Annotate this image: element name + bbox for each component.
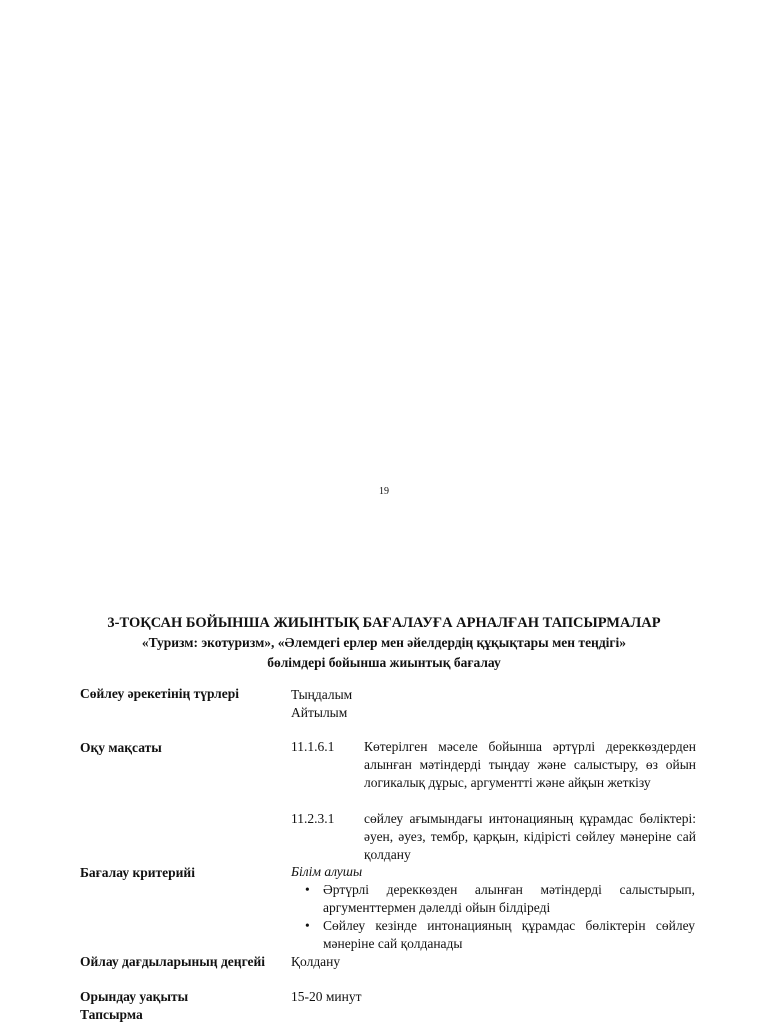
- speech-types-values: [291, 686, 701, 722]
- criteria-intro: Білім алушы: [291, 864, 363, 879]
- objective-text-1: Көтерілген мәселе бойынша әртүрлі дереккөздерден алынған мәтіндерді тыңдау және салыстыру, өз ойын логикалық дұрыс, аргументті және айқын жеткізу: [364, 739, 696, 790]
- speech-type-speaking: Айтылым: [291, 705, 348, 720]
- page-number: 19: [379, 486, 389, 497]
- task-label: Тапсырма: [80, 1007, 143, 1022]
- duration-label: Орындау уақыты: [80, 989, 189, 1004]
- criteria-item-text: Әртүрлі дереккөзден алынған мәтіндерді салыстырып, аргументтермен дәлелді ойын білдіреді: [323, 882, 695, 915]
- bullet-icon: •: [305, 882, 310, 897]
- criteria-label: Бағалау критерийі: [80, 865, 195, 880]
- criteria-list: [291, 881, 701, 953]
- objective-code-1: 11.1.6.1: [291, 739, 335, 754]
- bullet-icon: •: [305, 918, 310, 933]
- thinking-level-value: Қолдану: [291, 954, 341, 969]
- criteria-item: [291, 917, 695, 953]
- document-subtitle: «Туризм: экотуризм», «Әлемдегі ерлер мен әйелдердің құқықтары мен теңдігі» бөлімдері бойынша жиынтық бағалау: [141, 635, 627, 670]
- objectives-label: Оқу мақсаты: [80, 740, 162, 755]
- duration-value: 15-20 минут: [291, 989, 362, 1004]
- document-header: [60, 613, 708, 673]
- criteria-item-text: Сөйлеу кезінде интонацияның құрамдас бөліктерін сөйлеу мәнеріне сай қолданады: [323, 918, 695, 951]
- objective-text-2: сөйлеу ағымындағы интонацияның құрамдас бөліктері: әуен, әуез, тембр, қарқын, кідірісті сөйлеу мәнеріне сай қолдану: [364, 811, 696, 862]
- document-title: 3-ТОҚСАН БОЙЫНША ЖИЫНТЫҚ БАҒАЛАУҒА АРНАЛҒАН ТАПСЫРМАЛАР: [107, 615, 661, 631]
- objective-code-2: 11.2.3.1: [291, 811, 335, 826]
- speech-types-label: Сөйлеу әрекетінің түрлері: [80, 686, 240, 701]
- speech-type-listening: Тыңдалым: [291, 687, 353, 702]
- criteria-block: [291, 863, 701, 953]
- criteria-item: [291, 881, 695, 917]
- thinking-level-label: Ойлау дағдыларының деңгейі: [80, 954, 266, 969]
